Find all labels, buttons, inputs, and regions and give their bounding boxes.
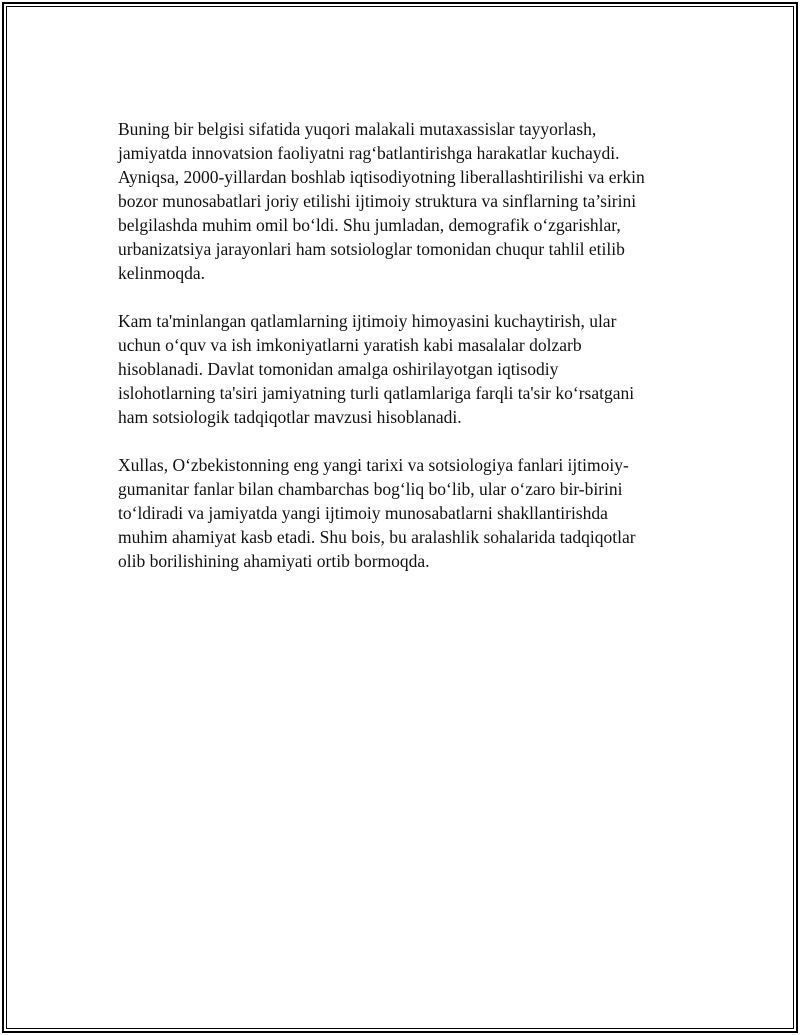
paragraph-2: Kam ta'minlangan qatlamlarning ijtimoiy himoyasini kuchaytirish, ular uchun o‘quv va ish imkoniyatlarni yaratish kabi masalalar dolzarb hisoblanadi. Davlat tomonidan amalga oshirilayotgan iqtisodiy islohotlarning ta'siri jamiyatning turli qatlamlariga farqli ta'sir ko‘rsatgani ham sotsiologik tadqiqotlar mavzusi hisoblanadi. — [118, 311, 635, 427]
document-body — [118, 117, 678, 597]
paragraph-3: Xullas, O‘zbekistonning eng yangi tarixi va sotsiologiya fanlari ijtimoiy- gumanitar fanlar bilan chambarchas bog‘liq bo‘lib, ular o‘zaro bir-birini to‘ldiradi va jamiyatda yangi ijtimoiy munosabatlarni shakllantirishda muhim ahamiyat kasb etadi. Shu bois, bu aralashlik sohalarida tadqiqotlar olib borilishining ahamiyati ortib bormoqda. — [118, 455, 636, 571]
paragraph-1: Buning bir belgisi sifatida yuqori malakali mutaxassislar tayyorlash, jamiyatda innovatsion faoliyatni rag‘batlantirishga harakatlar kuchaydi. Ayniqsa, 2000-yillardan boshlab iqtisodiyotning liberallashtirilishi va erkin bozor munosabatlari joriy etilishi ijtimoiy struktura va sinflarning ta’sirini belgilashda muhim omil bo‘ldi. Shu jumladan, demografik o‘zgarishlar, urbanizatsiya jarayonlari ham sotsiologlar tomonidan chuqur tahlil etilib kelinmoqda. — [118, 119, 645, 283]
